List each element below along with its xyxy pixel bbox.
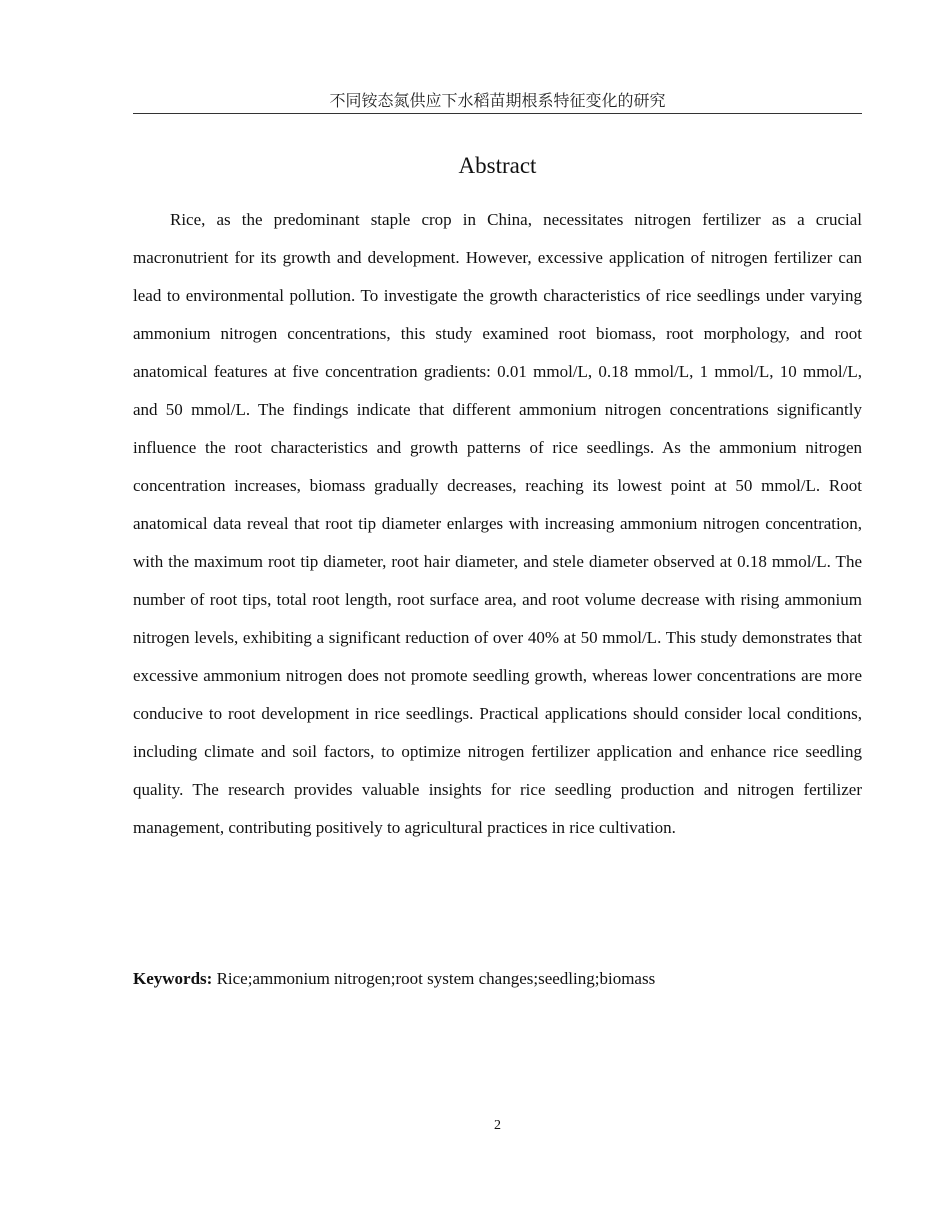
keywords-line [133,965,862,993]
abstract-heading: Abstract [458,153,537,178]
running-header-title: 不同铵态氮供应下水稻苗期根系特征变化的研究 [329,91,666,110]
keywords-value: Rice;ammonium nitrogen;root system changes;seedling;biomass [212,969,656,988]
abstract-body: Rice, as the predominant staple crop in China, necessitates nitrogen fertilizer as a crucial macronutrient for its growth and development. However, excessive application of nitrogen fertilizer can lead to environmental pollution. To investigate the growth characteristics of rice seedlings under varying ammonium nitrogen concentrations, this study examined root biomass, root morphology, and root anatomical features at five concentration gradients: 0.01 mmol/L, 0.18 mmol/L, 1 mmol/L, 10 mmol/L, and 50 mmol/L. The findings indicate that different ammonium nitrogen concentrations significantly influence the root characteristics and growth patterns of rice seedlings. As the ammonium nitrogen concentration increases, biomass gradually decreases, reaching its lowest point at 50 mmol/L. Root anatomical data reveal that root tip diameter enlarges with increasing ammonium nitrogen concentration, with the maximum root tip diameter, root hair diameter, and stele diameter observed at 0.18 mmol/L. The number of root tips, total root length, root surface area, and root volume decrease with rising ammonium nitrogen levels, exhibiting a significant reduction of over 40% at 50 mmol/L. This study demonstrates that excessive ammonium nitrogen does not promote seedling growth, whereas lower concentrations are more conducive to root development in rice seedlings. Practical applications should consider local conditions, including climate and soil factors, to optimize nitrogen fertilizer application and enhance rice seedling quality. The research provides valuable insights for rice seedling production and nitrogen fertilizer management, contributing positively to agricultural practices in rice cultivation. [133,210,862,837]
keywords-label: Keywords: [133,969,213,988]
header-divider [133,113,862,114]
page-number: 2 [494,1118,501,1133]
